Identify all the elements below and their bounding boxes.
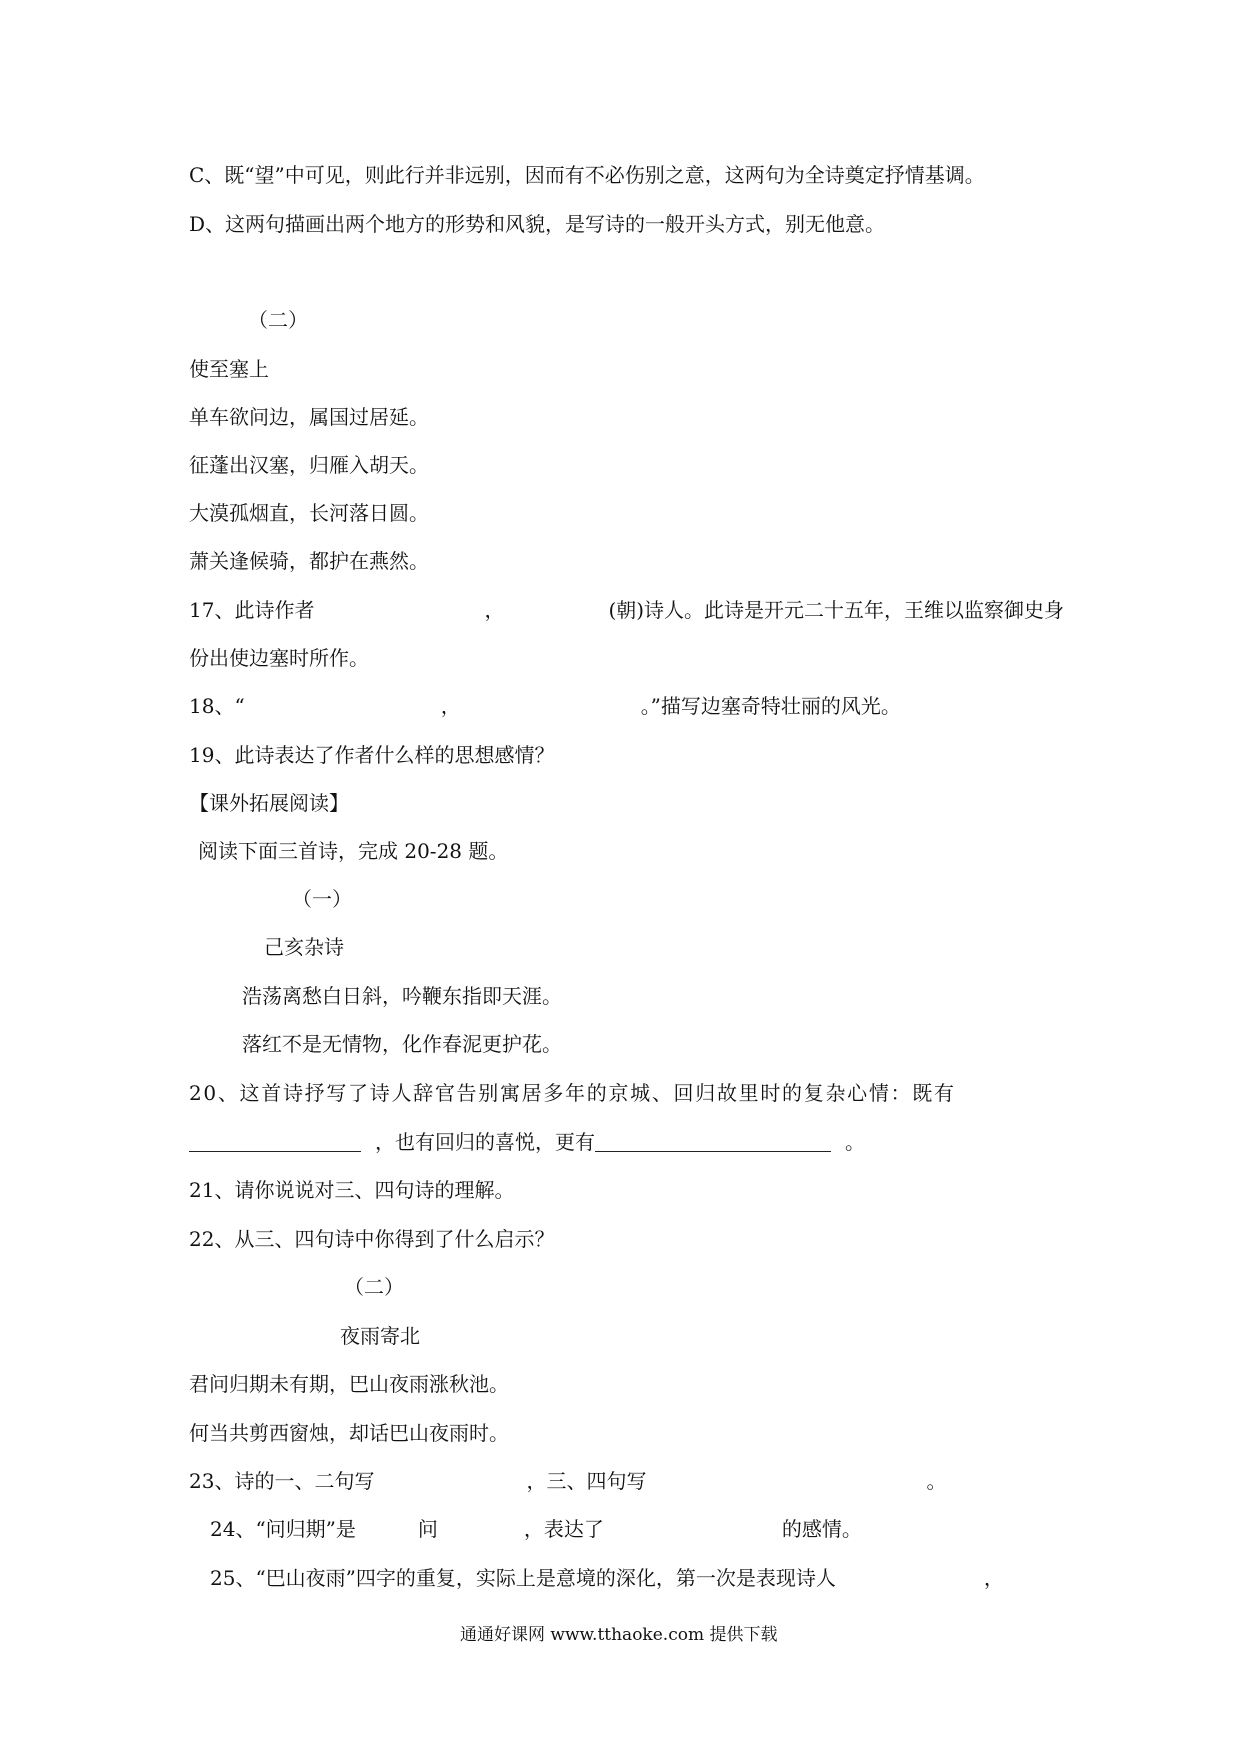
question-17: 17、此诗作者 ， (朝)诗人。此诗是开元二十五年，王维以监察御史身 <box>189 598 1065 622</box>
question-21: 21、请你说说对三、四句诗的理解。 <box>189 1178 515 1202</box>
poem-title: 使至塞上 <box>189 357 269 381</box>
extension-header: 【课外拓展阅读】 <box>189 791 349 815</box>
page-footer: 通通好课网 www.tthaoke.com 提供下载 <box>460 1625 778 1645</box>
answer-blank[interactable] <box>189 1131 361 1152</box>
question-25: 25、“巴山夜雨”四字的重复，实际上是意境的深化，第一次是表现诗人 ， <box>210 1566 1004 1590</box>
poem-line: 浩荡离愁白日斜，吟鞭东指即天涯。 <box>242 984 562 1008</box>
poem-line: 大漠孤烟直，长河落日圆。 <box>189 501 429 525</box>
poem-title: 夜雨寄北 <box>340 1324 420 1348</box>
question-23: 23、诗的一、二句写 ，三、四句写 。 <box>189 1469 947 1493</box>
question-20-blanks: ，也有回归的喜悦，更有 。 <box>189 1129 865 1155</box>
question-19: 19、此诗表达了作者什么样的思想感情？ <box>189 743 555 767</box>
section-heading: （二） <box>344 1275 404 1299</box>
option-d: D、这两句描画出两个地方的形势和风貌，是写诗的一般开头方式，别无他意。 <box>189 212 886 236</box>
section-heading: （二） <box>248 308 308 332</box>
question-24: 24、“问归期”是 问 ，表达了 的感情。 <box>210 1517 862 1541</box>
poem-line: 萧关逢候骑，都护在燕然。 <box>189 549 429 573</box>
poem-line: 何当共剪西窗烛，却话巴山夜雨时。 <box>189 1421 509 1445</box>
poem-line: 君问归期未有期，巴山夜雨涨秋池。 <box>189 1372 509 1396</box>
poem-title: 己亥杂诗 <box>264 935 344 959</box>
question-20: 20、这首诗抒写了诗人辞官告别寓居多年的京城、回归故里时的复杂心情：既有 <box>189 1081 956 1105</box>
question-17-cont: 份出使边塞时所作。 <box>189 646 369 670</box>
section-heading: （一） <box>292 887 352 911</box>
poem-line: 单车欲问边，属国过居延。 <box>189 405 429 429</box>
option-c: C、既“望”中可见，则此行并非远别，因而有不必伤别之意，这两句为全诗奠定抒情基调。 <box>189 163 985 187</box>
poem-line: 落红不是无情物，化作春泥更护花。 <box>242 1032 562 1056</box>
question-22: 22、从三、四句诗中你得到了什么启示？ <box>189 1227 555 1251</box>
extension-intro: 阅读下面三首诗，完成 20-28 题。 <box>198 839 509 863</box>
question-18: 18、“ ， 。”描写边塞奇特壮丽的风光。 <box>189 694 901 718</box>
answer-blank[interactable] <box>595 1131 831 1152</box>
poem-line: 征蓬出汉塞，归雁入胡天。 <box>189 453 429 477</box>
